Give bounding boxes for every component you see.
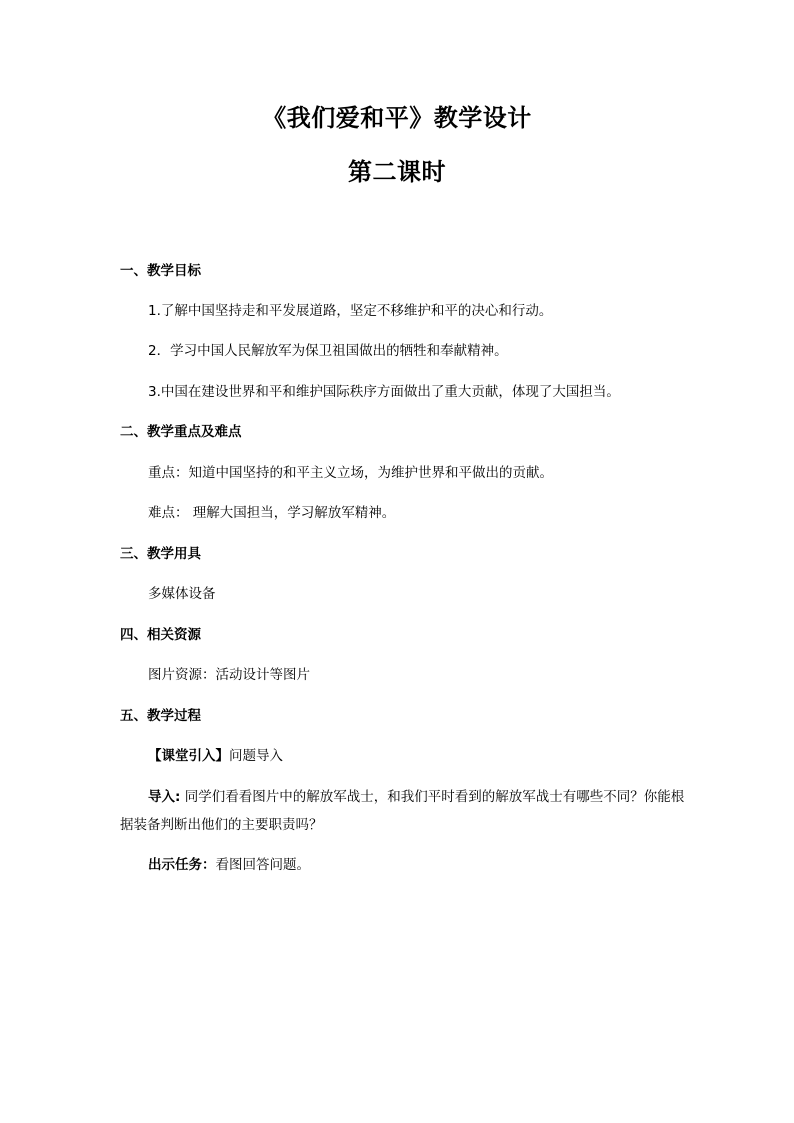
key-point: 重点：知道中国坚持的和平主义立场，为维护世界和平做出的贡献。 (148, 465, 553, 481)
lead-paragraph (120, 783, 694, 839)
objective-item-2: 2．学习中国人民解放军为保卫祖国做出的牺牲和奉献精神。 (148, 343, 508, 359)
task-text: 看图回答问题。 (215, 857, 310, 873)
lead-label: 导入: (148, 789, 181, 805)
document-title: 《我们爱和平》教学设计 (262, 104, 532, 132)
objective-item-1: 1.了解中国坚持走和平发展道路，坚定不移维护和平的决心和行动。 (148, 303, 553, 319)
section-heading-process: 五、教学过程 (120, 708, 201, 724)
intro-text: 问题导入 (229, 748, 283, 764)
intro-line (148, 746, 283, 766)
section-heading-tools: 三、教学用具 (120, 546, 201, 562)
intro-label: 【课堂引入】 (148, 748, 229, 764)
task-label: 出示任务： (148, 857, 216, 873)
objective-item-3: 3.中国在建设世界和平和维护国际秩序方面做出了重大贡献，体现了大国担当。 (148, 384, 620, 400)
tool-item: 多媒体设备 (148, 586, 216, 602)
section-heading-key-points: 二、教学重点及难点 (120, 424, 242, 440)
task-line (148, 855, 310, 875)
resource-item: 图片资源：活动设计等图片 (148, 667, 310, 683)
lead-text: 同学们看看图片中的解放军战士，和我们平时看到的解放军战士有哪些不同？你能根据装备判断出他们的主要职责吗？ (120, 789, 685, 833)
section-heading-objectives: 一、教学目标 (120, 263, 201, 279)
section-heading-resources: 四、相关资源 (120, 627, 201, 643)
difficulty-point: 难点： 理解大国担当，学习解放军精神。 (148, 505, 396, 521)
document-subtitle: 第二课时 (348, 158, 446, 186)
